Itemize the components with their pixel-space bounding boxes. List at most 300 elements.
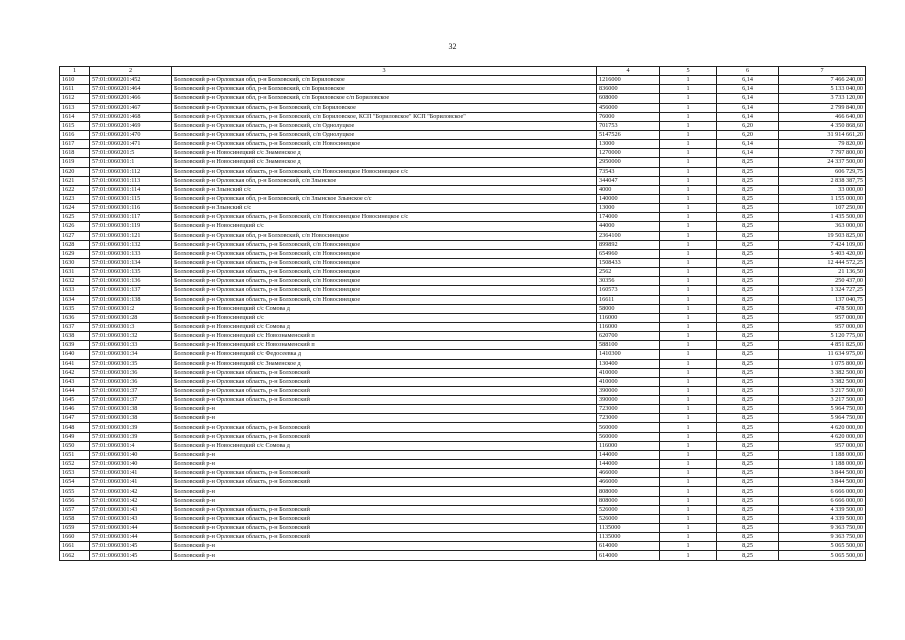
row-number-cell: 1619	[60, 158, 90, 167]
row-number-cell: 1625	[60, 213, 90, 222]
table-row	[60, 350, 866, 359]
area-cell: 808000	[597, 487, 660, 496]
rate-cell: 8,25	[717, 231, 779, 240]
table-row	[60, 121, 866, 130]
table-row	[60, 194, 866, 203]
table-row	[60, 377, 866, 386]
rate-cell: 8,25	[717, 176, 779, 185]
value-cell: 250 437,00	[779, 277, 866, 286]
value-cell: 363 000,00	[779, 222, 866, 231]
rate-cell: 8,25	[717, 496, 779, 505]
table-row	[60, 277, 866, 286]
area-cell: 614000	[597, 542, 660, 551]
location-cell: Болховский р-н Злынский с/с	[172, 185, 597, 194]
area-cell: 140000	[597, 194, 660, 203]
cadastral-number-cell: 57:01:0060301:136	[90, 277, 172, 286]
row-number-cell: 1641	[60, 359, 90, 368]
value-cell: 19 503 825,00	[779, 231, 866, 240]
rate-cell: 6,20	[717, 130, 779, 139]
area-cell: 588100	[597, 341, 660, 350]
row-number-cell: 1655	[60, 487, 90, 496]
cadastral-number-cell: 57:01:0060301:44	[90, 524, 172, 533]
rate-cell: 8,25	[717, 368, 779, 377]
cadastral-number-cell: 57:01:0060301:45	[90, 551, 172, 560]
area-cell: 144000	[597, 460, 660, 469]
column-header: 5	[660, 67, 717, 76]
cadastral-number-cell: 57:01:0060201:471	[90, 140, 172, 149]
cadastral-number-cell: 57:01:0060301:35	[90, 359, 172, 368]
area-cell: 410000	[597, 377, 660, 386]
row-number-cell: 1638	[60, 332, 90, 341]
category-cell: 1	[660, 231, 717, 240]
value-cell: 33 000,00	[779, 185, 866, 194]
rate-cell: 8,25	[717, 286, 779, 295]
rate-cell: 8,25	[717, 332, 779, 341]
row-number-cell: 1629	[60, 249, 90, 258]
rate-cell: 8,25	[717, 240, 779, 249]
location-cell: Болховский р-н Орловская область, р-н Болховский	[172, 533, 597, 542]
location-cell: Болховский р-н Орловская обл, р-н Болховский, с/п Бориловское	[172, 85, 597, 94]
value-cell: 478 500,00	[779, 304, 866, 313]
value-cell: 606 729,75	[779, 167, 866, 176]
category-cell: 1	[660, 130, 717, 139]
location-cell: Болховский р-н	[172, 405, 597, 414]
value-cell: 6 666 000,00	[779, 496, 866, 505]
cadastral-number-cell: 57:01:0060301:134	[90, 258, 172, 267]
cadastral-number-cell: 57:01:0060201:469	[90, 121, 172, 130]
value-cell: 957 000,00	[779, 313, 866, 322]
row-number-cell: 1634	[60, 295, 90, 304]
row-number-cell: 1660	[60, 533, 90, 542]
table-row	[60, 460, 866, 469]
table-row	[60, 505, 866, 514]
cadastral-number-cell: 57:01:0060301:4	[90, 441, 172, 450]
area-cell: 174000	[597, 213, 660, 222]
table-row	[60, 176, 866, 185]
row-number-cell: 1659	[60, 524, 90, 533]
rate-cell: 8,25	[717, 423, 779, 432]
table-row	[60, 359, 866, 368]
location-cell: Болховский р-н Злынский с/с	[172, 204, 597, 213]
value-cell: 4 620 000,00	[779, 432, 866, 441]
land-register-table	[59, 66, 866, 561]
area-cell: 526000	[597, 505, 660, 514]
area-cell: 1270000	[597, 149, 660, 158]
row-number-cell: 1615	[60, 121, 90, 130]
row-number-cell: 1633	[60, 286, 90, 295]
rate-cell: 8,25	[717, 386, 779, 395]
location-cell: Болховский р-н Орловская область, р-н Болховский, с/п Новосинецкое	[172, 240, 597, 249]
row-number-cell: 1650	[60, 441, 90, 450]
category-cell: 1	[660, 85, 717, 94]
table-row	[60, 240, 866, 249]
location-cell: Болховский р-н Орловская область, р-н Болховский	[172, 478, 597, 487]
value-cell: 21 136,50	[779, 268, 866, 277]
value-cell: 4 620 000,00	[779, 423, 866, 432]
area-cell: 116000	[597, 441, 660, 450]
column-header: 3	[172, 67, 597, 76]
row-number-cell: 1662	[60, 551, 90, 560]
cadastral-number-cell: 57:01:0060301:38	[90, 414, 172, 423]
location-cell: Болховский р-н Орловская область, р-н Болховский, с/п Новосинецкое	[172, 258, 597, 267]
category-cell: 1	[660, 496, 717, 505]
row-number-cell: 1616	[60, 130, 90, 139]
category-cell: 1	[660, 268, 717, 277]
table-row	[60, 496, 866, 505]
cadastral-number-cell: 57:01:0060301:32	[90, 332, 172, 341]
row-number-cell: 1646	[60, 405, 90, 414]
row-number-cell: 1626	[60, 222, 90, 231]
area-cell: 1135000	[597, 524, 660, 533]
category-cell: 1	[660, 386, 717, 395]
value-cell: 3 217 500,00	[779, 396, 866, 405]
location-cell: Болховский р-н Новосинецкий с/с Знаменское д	[172, 359, 597, 368]
value-cell: 3 844 500,00	[779, 469, 866, 478]
table-row	[60, 341, 866, 350]
table-row	[60, 222, 866, 231]
rate-cell: 8,25	[717, 460, 779, 469]
location-cell: Болховский р-н Орловская область, р-н Болховский, с/п Новосинецкое Новосинецкое с/с	[172, 167, 597, 176]
value-cell: 7 466 240,00	[779, 76, 866, 85]
category-cell: 1	[660, 94, 717, 103]
cadastral-number-cell: 57:01:0060301:2	[90, 304, 172, 313]
area-cell: 410000	[597, 368, 660, 377]
category-cell: 1	[660, 487, 717, 496]
rate-cell: 8,25	[717, 167, 779, 176]
location-cell: Болховский р-н	[172, 551, 597, 560]
value-cell: 4 339 500,00	[779, 505, 866, 514]
location-cell: Болховский р-н Орловская область, р-н Болховский, с/п Новосинецкое	[172, 268, 597, 277]
location-cell: Болховский р-н Орловская обл, р-н Болховский, с/п Новосинецкое	[172, 231, 597, 240]
value-cell: 5 065 500,00	[779, 551, 866, 560]
value-cell: 957 000,00	[779, 322, 866, 331]
value-cell: 3 382 500,00	[779, 377, 866, 386]
category-cell: 1	[660, 304, 717, 313]
category-cell: 1	[660, 322, 717, 331]
rate-cell: 6,14	[717, 85, 779, 94]
area-cell: 390000	[597, 396, 660, 405]
rate-cell: 6,14	[717, 112, 779, 121]
area-cell: 30356	[597, 277, 660, 286]
row-number-cell: 1620	[60, 167, 90, 176]
column-header: 2	[90, 67, 172, 76]
row-number-cell: 1610	[60, 76, 90, 85]
table-row	[60, 149, 866, 158]
category-cell: 1	[660, 514, 717, 523]
table-row	[60, 551, 866, 560]
row-number-cell: 1649	[60, 432, 90, 441]
table-row	[60, 112, 866, 121]
area-cell: 2364100	[597, 231, 660, 240]
value-cell: 9 363 750,00	[779, 524, 866, 533]
area-cell: 73543	[597, 167, 660, 176]
location-cell: Болховский р-н	[172, 450, 597, 459]
value-cell: 2 799 840,00	[779, 103, 866, 112]
table-row	[60, 268, 866, 277]
cadastral-number-cell: 57:01:0060301:43	[90, 514, 172, 523]
category-cell: 1	[660, 524, 717, 533]
location-cell: Болховский р-н Орловская обл, р-н Болховский, с/п Злынское Злынское с/с	[172, 194, 597, 203]
value-cell: 3 844 500,00	[779, 478, 866, 487]
value-cell: 1 324 727,25	[779, 286, 866, 295]
rate-cell: 8,25	[717, 487, 779, 496]
table-row	[60, 185, 866, 194]
area-cell: 16611	[597, 295, 660, 304]
cadastral-number-cell: 57:01:0060301:39	[90, 432, 172, 441]
area-cell: 1410300	[597, 350, 660, 359]
row-number-cell: 1658	[60, 514, 90, 523]
location-cell: Болховский р-н Орловская область, р-н Болховский, с/п Новосинецкое	[172, 277, 597, 286]
row-number-cell: 1617	[60, 140, 90, 149]
row-number-cell: 1643	[60, 377, 90, 386]
table-row	[60, 478, 866, 487]
category-cell: 1	[660, 158, 717, 167]
cadastral-number-cell: 57:01:0060301:115	[90, 194, 172, 203]
category-cell: 1	[660, 76, 717, 85]
rate-cell: 8,25	[717, 158, 779, 167]
rate-cell: 8,25	[717, 258, 779, 267]
table-row	[60, 204, 866, 213]
rate-cell: 8,25	[717, 450, 779, 459]
cadastral-number-cell: 57:01:0060301:114	[90, 185, 172, 194]
row-number-cell: 1652	[60, 460, 90, 469]
row-number-cell: 1647	[60, 414, 90, 423]
table-row	[60, 249, 866, 258]
category-cell: 1	[660, 350, 717, 359]
area-cell: 899892	[597, 240, 660, 249]
area-cell: 608000	[597, 94, 660, 103]
page-number: 32	[448, 42, 457, 51]
cadastral-number-cell: 57:01:0060301:117	[90, 213, 172, 222]
table-row	[60, 368, 866, 377]
cadastral-number-cell: 57:01:0060301:28	[90, 313, 172, 322]
table-row	[60, 432, 866, 441]
cadastral-number-cell: 57:01:0060301:40	[90, 450, 172, 459]
rate-cell: 8,25	[717, 441, 779, 450]
row-number-cell: 1618	[60, 149, 90, 158]
location-cell: Болховский р-н	[172, 542, 597, 551]
location-cell: Болховский р-н Орловская область, р-н Болховский	[172, 505, 597, 514]
value-cell: 31 914 661,20	[779, 130, 866, 139]
cadastral-number-cell: 57:01:0060301:1	[90, 158, 172, 167]
category-cell: 1	[660, 423, 717, 432]
category-cell: 1	[660, 332, 717, 341]
category-cell: 1	[660, 222, 717, 231]
value-cell: 79 820,00	[779, 140, 866, 149]
location-cell: Болховский р-н	[172, 487, 597, 496]
value-cell: 4 339 500,00	[779, 514, 866, 523]
table-row	[60, 441, 866, 450]
area-cell: 13000	[597, 140, 660, 149]
value-cell: 4 350 868,60	[779, 121, 866, 130]
location-cell: Болховский р-н Орловская область, р-н Болховский, с/п Новосинецкое	[172, 140, 597, 149]
area-cell: 116000	[597, 313, 660, 322]
area-cell: 1216000	[597, 76, 660, 85]
row-number-cell: 1614	[60, 112, 90, 121]
category-cell: 1	[660, 240, 717, 249]
category-cell: 1	[660, 286, 717, 295]
cadastral-number-cell: 57:01:0060301:133	[90, 249, 172, 258]
location-cell: Болховский р-н Новосинецкий с/с Новознаменский п	[172, 341, 597, 350]
rate-cell: 8,25	[717, 432, 779, 441]
row-number-cell: 1622	[60, 185, 90, 194]
area-cell: 620700	[597, 332, 660, 341]
location-cell: Болховский р-н Орловская область, р-н Болховский	[172, 432, 597, 441]
table-body	[60, 76, 866, 560]
column-header: 7	[779, 67, 866, 76]
location-cell: Болховский р-н Орловская область, р-н Болховский	[172, 396, 597, 405]
cadastral-number-cell: 57:01:0060301:3	[90, 322, 172, 331]
area-cell: 560000	[597, 432, 660, 441]
value-cell: 5 120 775,00	[779, 332, 866, 341]
area-cell: 13000	[597, 204, 660, 213]
cadastral-number-cell: 57:01:0060301:132	[90, 240, 172, 249]
cadastral-number-cell: 57:01:0060301:137	[90, 286, 172, 295]
rate-cell: 8,25	[717, 396, 779, 405]
area-cell: 390000	[597, 386, 660, 395]
row-number-cell: 1644	[60, 386, 90, 395]
row-number-cell: 1632	[60, 277, 90, 286]
column-header: 4	[597, 67, 660, 76]
value-cell: 9 363 750,00	[779, 533, 866, 542]
cadastral-number-cell: 57:01:0060301:37	[90, 396, 172, 405]
location-cell: Болховский р-н Орловская область, р-н Болховский	[172, 469, 597, 478]
row-number-cell: 1636	[60, 313, 90, 322]
area-cell: 5147526	[597, 130, 660, 139]
value-cell: 1 075 800,00	[779, 359, 866, 368]
location-cell: Болховский р-н	[172, 460, 597, 469]
table-row	[60, 414, 866, 423]
row-number-cell: 1661	[60, 542, 90, 551]
row-number-cell: 1635	[60, 304, 90, 313]
category-cell: 1	[660, 469, 717, 478]
category-cell: 1	[660, 478, 717, 487]
cadastral-number-cell: 57:01:0060301:37	[90, 386, 172, 395]
category-cell: 1	[660, 441, 717, 450]
value-cell: 24 337 500,00	[779, 158, 866, 167]
rate-cell: 6,14	[717, 103, 779, 112]
location-cell: Болховский р-н Орловская область, р-н Болховский, с/п Однолуцкое	[172, 130, 597, 139]
cadastral-number-cell: 57:01:0060301:112	[90, 167, 172, 176]
rate-cell: 8,25	[717, 277, 779, 286]
location-cell: Болховский р-н Новосинецкий с/с Сомова д	[172, 441, 597, 450]
rate-cell: 8,25	[717, 359, 779, 368]
row-number-cell: 1631	[60, 268, 90, 277]
table-row	[60, 386, 866, 395]
table-row	[60, 469, 866, 478]
area-cell: 76000	[597, 112, 660, 121]
location-cell: Болховский р-н Орловская область, р-н Болховский, с/п Бориловское	[172, 103, 597, 112]
cadastral-number-cell: 57:01:0060201:5	[90, 149, 172, 158]
cadastral-number-cell: 57:01:0060201:466	[90, 94, 172, 103]
location-cell: Болховский р-н Орловская область, р-н Болховский	[172, 386, 597, 395]
location-cell: Болховский р-н Новосинецкий с/с Федосеевка д	[172, 350, 597, 359]
table-row	[60, 405, 866, 414]
area-cell: 723000	[597, 405, 660, 414]
row-number-cell: 1612	[60, 94, 90, 103]
cadastral-number-cell: 57:01:0060301:45	[90, 542, 172, 551]
category-cell: 1	[660, 103, 717, 112]
rate-cell: 8,25	[717, 542, 779, 551]
table-row	[60, 140, 866, 149]
rate-cell: 8,25	[717, 341, 779, 350]
row-number-cell: 1654	[60, 478, 90, 487]
location-cell: Болховский р-н Орловская область, р-н Болховский, с/п Новосинецкое	[172, 286, 597, 295]
value-cell: 5 964 750,00	[779, 405, 866, 414]
row-number-cell: 1656	[60, 496, 90, 505]
area-cell: 456000	[597, 103, 660, 112]
category-cell: 1	[660, 176, 717, 185]
column-header: 6	[717, 67, 779, 76]
location-cell: Болховский р-н Орловская область, р-н Болховский, с/п Бориловское, КСП "Бориловское" КСП "Бориловское"	[172, 112, 597, 121]
area-cell: 44000	[597, 222, 660, 231]
category-cell: 1	[660, 121, 717, 130]
location-cell: Болховский р-н Орловская обл, р-н Болховский, с/п Бориловское	[172, 76, 597, 85]
rate-cell: 8,25	[717, 295, 779, 304]
cadastral-number-cell: 57:01:0060301:135	[90, 268, 172, 277]
value-cell: 12 444 572,25	[779, 258, 866, 267]
cadastral-number-cell: 57:01:0060301:119	[90, 222, 172, 231]
table-row	[60, 167, 866, 176]
cadastral-number-cell: 57:01:0060301:138	[90, 295, 172, 304]
area-cell: 2562	[597, 268, 660, 277]
value-cell: 3 733 120,00	[779, 94, 866, 103]
cadastral-number-cell: 57:01:0060301:34	[90, 350, 172, 359]
row-number-cell: 1624	[60, 204, 90, 213]
cadastral-number-cell: 57:01:0060301:43	[90, 505, 172, 514]
rate-cell: 8,25	[717, 268, 779, 277]
row-number-cell: 1623	[60, 194, 90, 203]
value-cell: 5 403 420,00	[779, 249, 866, 258]
row-number-cell: 1628	[60, 240, 90, 249]
rate-cell: 6,14	[717, 149, 779, 158]
location-cell: Болховский р-н Орловская область, р-н Болховский	[172, 524, 597, 533]
table-row	[60, 258, 866, 267]
area-cell: 836000	[597, 85, 660, 94]
table-header-row	[60, 67, 866, 76]
row-number-cell: 1630	[60, 258, 90, 267]
row-number-cell: 1613	[60, 103, 90, 112]
location-cell: Болховский р-н	[172, 496, 597, 505]
rate-cell: 8,25	[717, 377, 779, 386]
table-row	[60, 322, 866, 331]
value-cell: 2 838 387,75	[779, 176, 866, 185]
category-cell: 1	[660, 140, 717, 149]
category-cell: 1	[660, 167, 717, 176]
table-row	[60, 514, 866, 523]
cadastral-number-cell: 57:01:0060201:464	[90, 85, 172, 94]
area-cell: 808000	[597, 496, 660, 505]
category-cell: 1	[660, 450, 717, 459]
rate-cell: 8,25	[717, 249, 779, 258]
area-cell: 144000	[597, 450, 660, 459]
cadastral-number-cell: 57:01:0060301:38	[90, 405, 172, 414]
location-cell: Болховский р-н Новосинецкий с/с	[172, 222, 597, 231]
cadastral-number-cell: 57:01:0060301:39	[90, 423, 172, 432]
row-number-cell: 1642	[60, 368, 90, 377]
cadastral-number-cell: 57:01:0060301:113	[90, 176, 172, 185]
rate-cell: 8,25	[717, 405, 779, 414]
row-number-cell: 1645	[60, 396, 90, 405]
rate-cell: 8,25	[717, 524, 779, 533]
category-cell: 1	[660, 295, 717, 304]
category-cell: 1	[660, 359, 717, 368]
category-cell: 1	[660, 112, 717, 121]
row-number-cell: 1611	[60, 85, 90, 94]
location-cell: Болховский р-н Орловская область, р-н Болховский	[172, 423, 597, 432]
area-cell: 2950000	[597, 158, 660, 167]
value-cell: 4 851 825,00	[779, 341, 866, 350]
